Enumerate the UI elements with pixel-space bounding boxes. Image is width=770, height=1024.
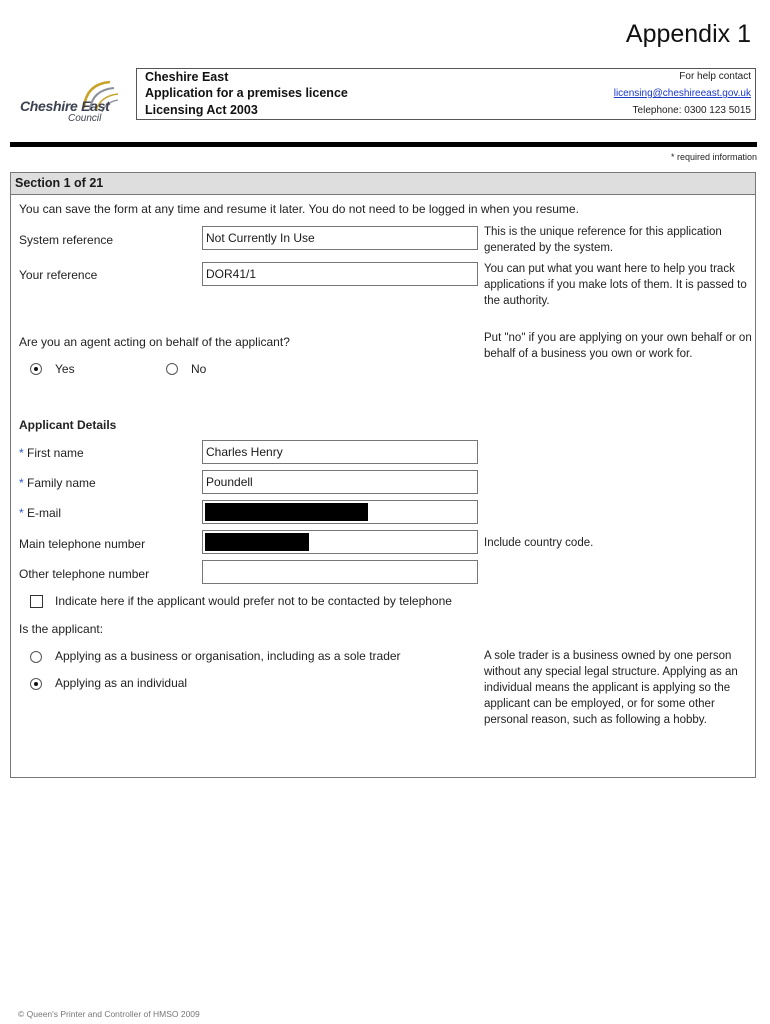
header-org: Cheshire East (145, 70, 229, 84)
first-name-label: * First name (19, 446, 84, 460)
agent-question: Are you an agent acting on behalf of the applicant? (19, 335, 290, 349)
telephone-redaction (205, 533, 309, 551)
individual-option-label: Applying as an individual (55, 676, 188, 690)
main-telephone-help: Include country code. (484, 537, 594, 549)
agent-help: Put "no" if you are applying on your own behalf or on behalf of a business you own or work for. (484, 332, 752, 360)
required-star: * (19, 476, 24, 490)
help-telephone: Telephone: 0300 123 5015 (632, 105, 751, 116)
required-star: * (19, 506, 24, 520)
appendix-title: Appendix 1 (625, 20, 751, 48)
family-name-label: * Family name (19, 476, 96, 490)
agent-yes-label: Yes (55, 362, 75, 376)
agent-no-radio[interactable] (166, 363, 178, 375)
individual-radio[interactable] (30, 678, 42, 690)
copyright-footer: © Queen's Printer and Controller of HMSO 2009 (18, 1009, 200, 1019)
applicant-details-heading: Applicant Details (19, 418, 117, 432)
form-header (136, 68, 756, 120)
email-field[interactable] (202, 500, 478, 524)
your-reference-help: You can put what you want here to help you track applications if you make lots of them. It is passed to the authority. (484, 263, 747, 307)
section-intro: You can save the form at any time and resume it later. You do not need to be logged in when you resume. (19, 202, 579, 216)
header-divider (10, 142, 757, 147)
your-reference-label: Your reference (19, 268, 98, 282)
email-redaction (205, 503, 368, 521)
family-name-field[interactable]: Poundell (202, 470, 478, 494)
logo-sub-text: Council (68, 113, 102, 124)
applicant-type-help: A sole trader is a business owned by one person without any special legal structure. Applying as an individual means the applicant is applying so the applicant can be employed, or for some other personal reason, such as following a hobby. (484, 650, 738, 726)
other-telephone-field[interactable] (202, 560, 478, 584)
email-label: * E-mail (19, 506, 62, 520)
system-reference-help: This is the unique reference for this application generated by the system. (484, 226, 722, 254)
council-logo (18, 78, 122, 124)
other-telephone-label: Other telephone number (19, 567, 150, 581)
agent-no-label: No (191, 362, 207, 376)
system-reference-field[interactable]: Not Currently In Use (202, 226, 478, 250)
business-radio[interactable] (30, 651, 42, 663)
required-star: * (19, 446, 24, 460)
section-panel (10, 172, 756, 778)
help-email-link[interactable]: licensing@cheshireeast.gov.uk (613, 88, 751, 99)
system-reference-label: System reference (19, 233, 114, 247)
applicant-type-label: Is the applicant: (19, 622, 104, 636)
section-title: Section 1 of 21 (11, 173, 755, 195)
agent-yes-radio[interactable] (30, 363, 42, 375)
header-title: Application for a premises licence (145, 86, 348, 100)
business-option-label: Applying as a business or organisation, including as a sole trader (55, 649, 401, 663)
first-name-field[interactable]: Charles Henry (202, 440, 478, 464)
main-telephone-field[interactable] (202, 530, 478, 554)
required-note: * required information (670, 152, 757, 162)
logo-main-text: Cheshire East (20, 98, 110, 114)
your-reference-field[interactable]: DOR41/1 (202, 262, 478, 286)
header-act: Licensing Act 2003 (145, 103, 258, 117)
no-phone-contact-label: Indicate here if the applicant would prefer not to be contacted by telephone (55, 594, 452, 608)
main-telephone-label: Main telephone number (19, 537, 146, 551)
help-contact-label: For help contact (679, 71, 751, 82)
no-phone-contact-checkbox[interactable] (30, 595, 43, 608)
